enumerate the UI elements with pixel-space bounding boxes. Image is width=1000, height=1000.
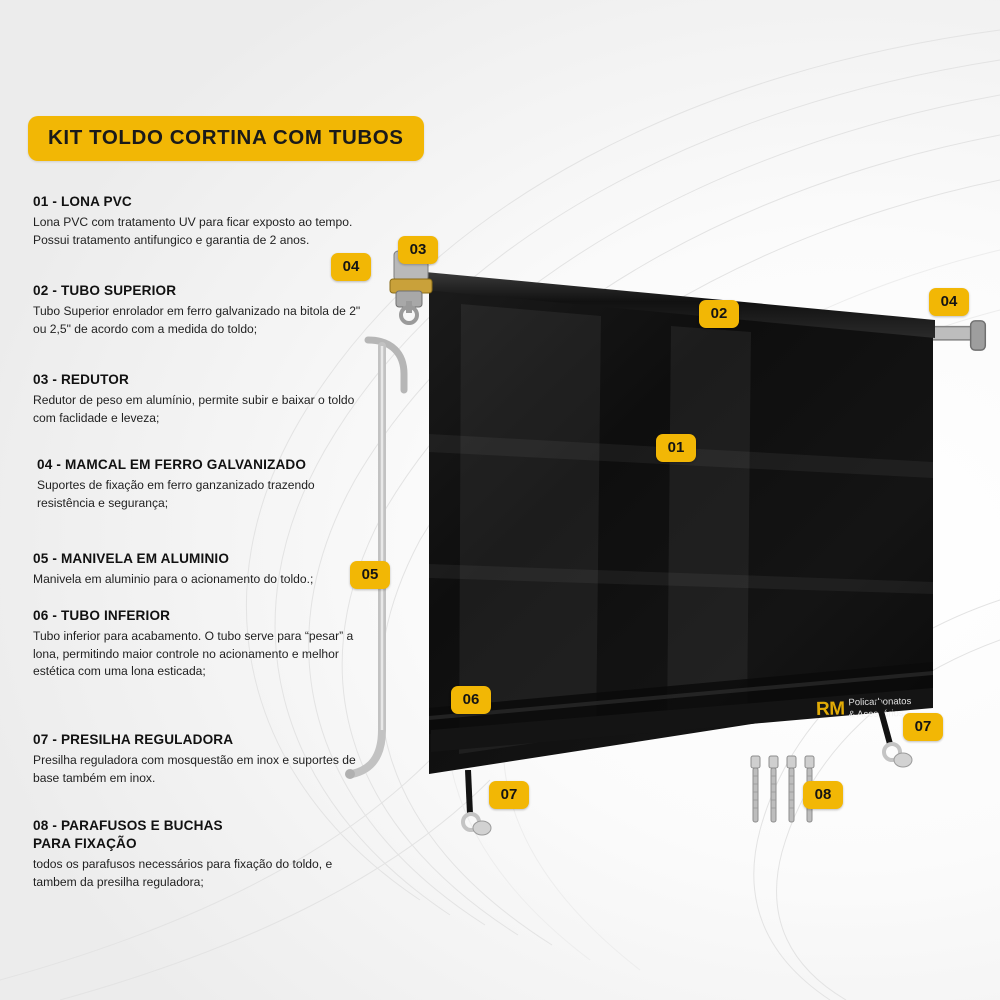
callout-badge-02[interactable]: 02 (699, 300, 739, 328)
callout-badge-07-right[interactable]: 07 (903, 713, 943, 741)
spec-heading-06: 06 - TUBO INFERIOR (33, 608, 171, 623)
spec-heading-07: 07 - PRESILHA REGULADORA (33, 732, 234, 747)
brand-mark: RM (815, 698, 845, 720)
brand-line2: & Acessórios (848, 708, 904, 721)
spec-text-02: Tubo Superior enrolador em ferro galvanizado na bitola de 2" ou 2,5" de acordo com a medida do toldo; (33, 304, 361, 336)
spec-item-05 (33, 551, 363, 589)
spec-heading-08-line2: PARA FIXAÇÃO (33, 836, 137, 851)
spec-heading-01: 01 - LONA PVC (33, 194, 132, 209)
spec-heading-08-line1: 08 - PARAFUSOS E BUCHAS (33, 818, 223, 833)
spec-text-06: Tubo inferior para acabamento. O tubo serve para “pesar” a lona, permitindo maior controle no acionamento e melhor estética com uma lona esticada; (33, 629, 354, 678)
spec-heading-02: 02 - TUBO SUPERIOR (33, 283, 177, 298)
callout-badge-01[interactable]: 01 (656, 434, 696, 462)
spec-item-06 (33, 608, 363, 681)
spec-item-01 (33, 194, 363, 249)
spec-item-08 (33, 818, 363, 891)
spec-text-07: Presilha reguladora com mosquestão em inox e suportes de base também em inox. (33, 753, 356, 785)
spec-item-02 (33, 283, 363, 338)
spec-item-04 (37, 457, 367, 512)
spec-text-01: Lona PVC com tratamento UV para ficar exposto ao tempo. Possui tratamento antifungico e garantia de 2 anos. (33, 215, 353, 247)
spec-heading-04: 04 - MAMCAL EM FERRO GALVANIZADO (37, 457, 307, 472)
page-title: KIT TOLDO CORTINA COM TUBOS (28, 116, 424, 161)
callout-badge-03-top[interactable]: 03 (398, 236, 438, 264)
spec-heading-03: 03 - REDUTOR (33, 372, 129, 387)
spec-text-03: Redutor de peso em alumínio, permite subir e baixar o toldo com faclidade e leveza; (33, 393, 355, 425)
callout-badge-05[interactable]: 05 (350, 561, 390, 589)
callout-badge-06[interactable]: 06 (451, 686, 491, 714)
callout-badge-04-left[interactable]: 04 (331, 253, 371, 281)
callout-badge-04-right[interactable]: 04 (929, 288, 969, 316)
callout-badge-07-left[interactable]: 07 (489, 781, 529, 809)
spec-text-08: todos os parafusos necessários para fixação do toldo, e tambem da presilha reguladora; (33, 857, 333, 889)
spec-text-05: Manivela em aluminio para o acionamento do toldo.; (33, 572, 314, 586)
callout-badge-08[interactable]: 08 (803, 781, 843, 809)
brand-line1: Policarbonatos (847, 696, 911, 709)
spec-text-04: Suportes de fixação em ferro ganzanizado trazendo resistência e segurança; (37, 478, 315, 510)
spec-item-03 (33, 372, 363, 427)
spec-item-07 (33, 732, 363, 787)
spec-heading-05: 05 - MANIVELA EM ALUMINIO (33, 551, 230, 566)
